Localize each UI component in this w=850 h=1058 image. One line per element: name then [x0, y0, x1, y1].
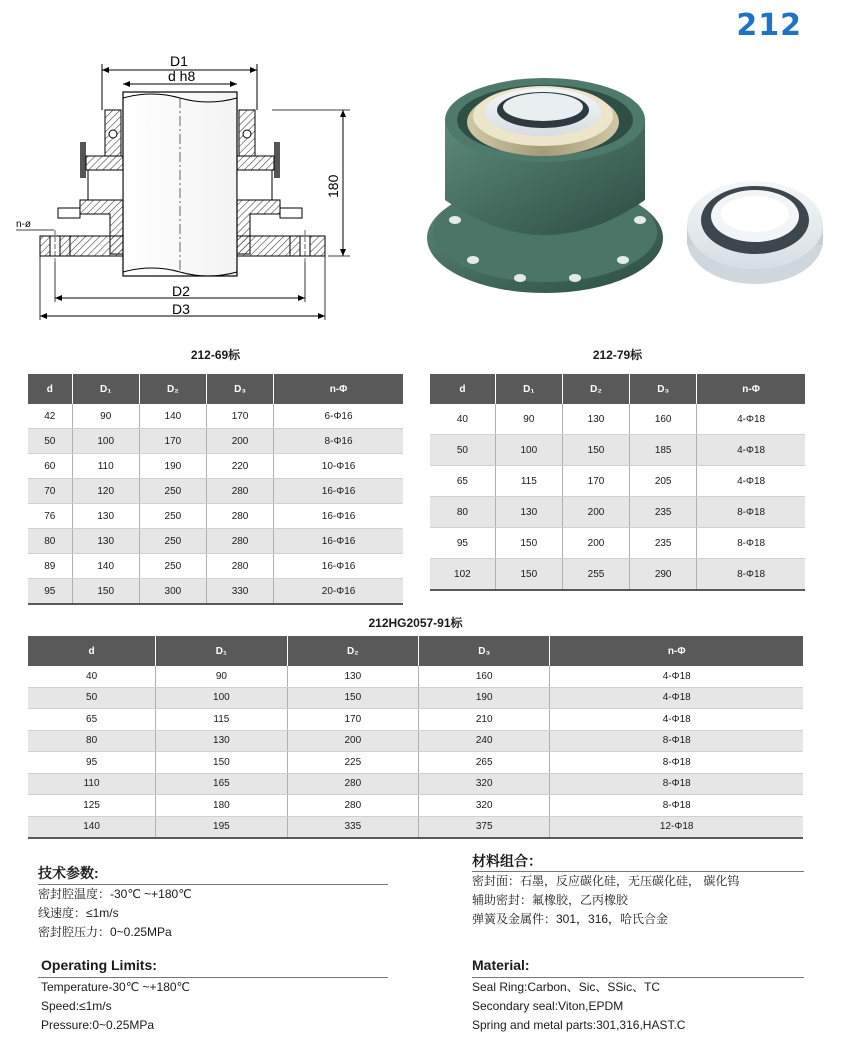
table-cell: 90	[156, 666, 287, 687]
table-cell: 170	[139, 429, 206, 454]
table-row	[28, 730, 803, 752]
col-header: n-Φ	[697, 374, 805, 404]
table-cell: 200	[562, 497, 629, 528]
table-cell: 8-Φ18	[697, 559, 805, 591]
table-cell: 150	[287, 687, 418, 709]
col-header: D₃	[206, 374, 273, 404]
table-cell: 40	[28, 666, 156, 687]
table-cell: 375	[419, 816, 550, 838]
table-cell: 8-Φ16	[274, 429, 403, 454]
label-height: 180	[325, 174, 341, 198]
col-header: D₂	[139, 374, 206, 404]
table-cell: 50	[28, 429, 72, 454]
table-cell: 120	[72, 479, 139, 504]
table-row	[28, 709, 803, 731]
operating-limit-line: Speed:≤1m/s	[41, 999, 112, 1013]
table-cell: 220	[206, 454, 273, 479]
table-row	[28, 773, 803, 795]
table-cell: 60	[28, 454, 72, 479]
table-cell: 8-Φ18	[550, 773, 803, 795]
table-cell: 8-Φ18	[697, 528, 805, 559]
table-cell: 300	[139, 579, 206, 605]
table-cell: 150	[495, 559, 562, 591]
table-row	[28, 529, 403, 554]
col-header: D₃	[419, 636, 550, 666]
table-cell: 102	[430, 559, 495, 591]
material-en-heading: Material:	[472, 957, 530, 973]
table-cell: 20-Φ16	[274, 579, 403, 605]
material-en-line: Spring and metal parts:301,316,HAST.C	[472, 1018, 686, 1032]
table-cell: 95	[28, 579, 72, 605]
table-cell: 90	[72, 404, 139, 429]
table-cell: 10-Φ16	[274, 454, 403, 479]
col-header: D₃	[630, 374, 697, 404]
table-row	[430, 435, 805, 466]
table-cell: 150	[72, 579, 139, 605]
table-cell: 50	[28, 687, 156, 709]
table-cell: 80	[430, 497, 495, 528]
tech-param-line: 密封腔温度：-30℃ ~+180℃	[38, 887, 192, 901]
table-cell: 190	[419, 687, 550, 709]
table-cell: 225	[287, 752, 418, 774]
table-cell: 130	[72, 529, 139, 554]
table-cell: 110	[28, 773, 156, 795]
table-212-79	[430, 374, 805, 591]
material-en-line: Seal Ring:Carbon、Sic、SSic、TC	[472, 980, 661, 994]
col-header: D₁	[72, 374, 139, 404]
label-d-h8: d h8	[168, 68, 196, 84]
table-cell: 170	[562, 466, 629, 497]
table-cell: 280	[287, 773, 418, 795]
table-row	[28, 579, 403, 605]
table-cell: 150	[156, 752, 287, 774]
table-cell: 4-Φ18	[697, 404, 805, 435]
table-cell: 42	[28, 404, 72, 429]
table-cell: 4-Φ18	[550, 709, 803, 731]
table-row	[28, 752, 803, 774]
table-cell: 4-Φ18	[697, 466, 805, 497]
table-cell: 125	[28, 795, 156, 817]
product-photo	[425, 60, 825, 300]
table-cell: 130	[72, 504, 139, 529]
label-d1: D1	[170, 53, 188, 69]
table-cell: 265	[419, 752, 550, 774]
table-cell: 200	[206, 429, 273, 454]
table-row	[28, 429, 403, 454]
materials-heading: 材料组合：	[472, 853, 542, 869]
col-header: d	[430, 374, 495, 404]
tech-param-line: 线速度：≤1m/s	[38, 906, 119, 920]
table-cell: 40	[430, 404, 495, 435]
table-cell: 130	[562, 404, 629, 435]
table-cell: 100	[156, 687, 287, 709]
table-cell: 205	[630, 466, 697, 497]
material-line: 密封面：石墨，反应碳化硅，无压碳化硅， 碳化钨	[472, 874, 740, 888]
table-cell: 80	[28, 529, 72, 554]
table-cell: 280	[206, 529, 273, 554]
table-cell: 235	[630, 528, 697, 559]
table-cell: 16-Φ16	[274, 504, 403, 529]
table-cell: 4-Φ18	[697, 435, 805, 466]
table-row	[430, 466, 805, 497]
col-header: n-Φ	[550, 636, 803, 666]
table-cell: 250	[139, 504, 206, 529]
table-cell: 8-Φ18	[550, 752, 803, 774]
table-row	[28, 687, 803, 709]
operating-limit-line: Temperature-30℃ ~+180℃	[41, 980, 191, 994]
table-row	[430, 528, 805, 559]
table-cell: 115	[495, 466, 562, 497]
table-row	[28, 666, 803, 687]
table-cell: 170	[287, 709, 418, 731]
table-cell: 76	[28, 504, 72, 529]
col-header: D₂	[287, 636, 418, 666]
col-header: d	[28, 636, 156, 666]
table-cell: 16-Φ16	[274, 479, 403, 504]
table-cell: 80	[28, 730, 156, 752]
table-cell: 150	[495, 528, 562, 559]
table-cell: 210	[419, 709, 550, 731]
table-cell: 290	[630, 559, 697, 591]
table-cell: 240	[419, 730, 550, 752]
label-d3: D3	[172, 301, 190, 317]
table-cell: 8-Φ18	[697, 497, 805, 528]
material-line: 辅助密封：氟橡胶，乙丙橡胶	[472, 893, 629, 907]
table-cell: 235	[630, 497, 697, 528]
model-number: 212	[736, 8, 802, 43]
table-cell: 170	[206, 404, 273, 429]
tech-params-heading: 技术参数:	[38, 865, 99, 881]
table-cell: 140	[72, 554, 139, 579]
table-cell: 4-Φ18	[550, 666, 803, 687]
material-line: 弹簧及金属件：301，316，哈氏合金	[472, 912, 669, 926]
table-row	[28, 504, 403, 529]
table-row	[28, 404, 403, 429]
table-cell: 130	[495, 497, 562, 528]
table-cell: 95	[28, 752, 156, 774]
table-cell: 140	[28, 816, 156, 838]
label-d2: D2	[172, 283, 190, 299]
table-cell: 70	[28, 479, 72, 504]
table-cell: 65	[430, 466, 495, 497]
table-cell: 280	[206, 554, 273, 579]
table-cell: 200	[287, 730, 418, 752]
table-cell: 115	[156, 709, 287, 731]
table-cell: 50	[430, 435, 495, 466]
label-n-phi: n-ø	[16, 219, 31, 230]
table-cell: 320	[419, 773, 550, 795]
col-header: d	[28, 374, 72, 404]
technical-drawing	[10, 50, 370, 330]
table-cell: 160	[419, 666, 550, 687]
material-en-line: Secondary seal:Viton,EPDM	[472, 999, 624, 1013]
table-cell: 8-Φ18	[550, 795, 803, 817]
table-row	[28, 816, 803, 838]
operating-limits-heading: Operating Limits:	[41, 957, 157, 973]
table-cell: 100	[495, 435, 562, 466]
table-cell: 130	[156, 730, 287, 752]
table-cell: 8-Φ18	[550, 730, 803, 752]
table-row	[28, 795, 803, 817]
table-cell: 250	[139, 479, 206, 504]
tech-param-line: 密封腔压力：0~0.25MPa	[38, 925, 172, 939]
table-cell: 160	[630, 404, 697, 435]
col-header: D₂	[562, 374, 629, 404]
table-cell: 330	[206, 579, 273, 605]
table-cell: 12-Φ18	[550, 816, 803, 838]
table-cell: 16-Φ16	[274, 529, 403, 554]
table-row	[430, 404, 805, 435]
table-cell: 250	[139, 554, 206, 579]
table-69-title: 212-69标	[190, 348, 241, 362]
table-row	[28, 479, 403, 504]
table-cell: 95	[430, 528, 495, 559]
table-row	[28, 554, 403, 579]
table-cell: 280	[206, 504, 273, 529]
table-cell: 280	[206, 479, 273, 504]
table-212-69	[28, 374, 403, 605]
table-cell: 16-Φ16	[274, 554, 403, 579]
table-cell: 185	[630, 435, 697, 466]
table-cell: 65	[28, 709, 156, 731]
table-cell: 200	[562, 528, 629, 559]
table-cell: 4-Φ18	[550, 687, 803, 709]
table-cell: 110	[72, 454, 139, 479]
table-cell: 6-Φ16	[274, 404, 403, 429]
col-header: n-Φ	[274, 374, 403, 404]
table-91-title: 212HG2057-91标	[368, 616, 463, 630]
table-cell: 90	[495, 404, 562, 435]
table-row	[430, 497, 805, 528]
col-header: D₁	[156, 636, 287, 666]
table-cell: 190	[139, 454, 206, 479]
table-row	[28, 454, 403, 479]
table-cell: 280	[287, 795, 418, 817]
table-79-title: 212-79标	[592, 348, 643, 362]
table-cell: 140	[139, 404, 206, 429]
table-row	[430, 559, 805, 591]
table-cell: 195	[156, 816, 287, 838]
table-cell: 165	[156, 773, 287, 795]
operating-limit-line: Pressure:0~0.25MPa	[41, 1018, 155, 1032]
table-cell: 180	[156, 795, 287, 817]
table-cell: 89	[28, 554, 72, 579]
table-cell: 335	[287, 816, 418, 838]
table-cell: 130	[287, 666, 418, 687]
col-header: D₁	[495, 374, 562, 404]
table-cell: 150	[562, 435, 629, 466]
table-cell: 250	[139, 529, 206, 554]
table-cell: 320	[419, 795, 550, 817]
table-cell: 100	[72, 429, 139, 454]
table-212hg2057-91	[28, 636, 803, 839]
table-cell: 255	[562, 559, 629, 591]
